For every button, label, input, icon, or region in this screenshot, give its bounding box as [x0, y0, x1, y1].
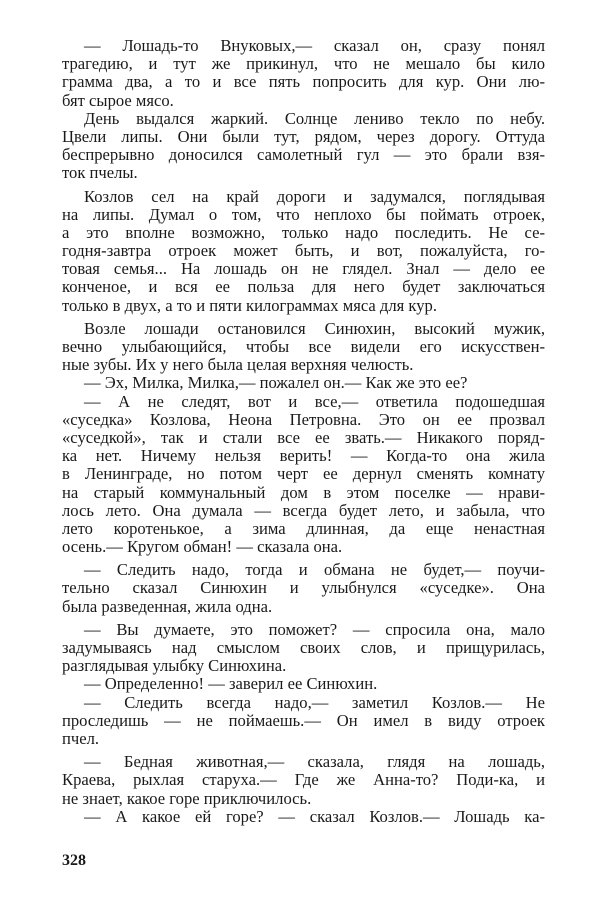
text-line: — А не следят, вот и все,— ответила подошедшая	[84, 391, 545, 411]
text-line: День выдался жаркий. Солнце лениво текло по небу.	[84, 108, 545, 128]
text-line: только в двух, а то и пяти килограммах мяса для кур.	[62, 295, 437, 315]
text-line: — Определенно! — заверил ее Синюхин.	[84, 674, 378, 694]
text-line: тельно сказал Синюхин и улыбнулся «суседке». Она	[62, 578, 545, 598]
text-line: а это вполне возможно, только надо последить. Не се-	[62, 222, 545, 242]
text-line: — Следить надо, тогда и обмана не будет,— поучи-	[84, 560, 545, 580]
text-line: годня-завтра отроек может быть, и вот, пожалуйста, го-	[62, 241, 545, 261]
text-line: Цвели липы. Они были тут, рядом, через дорогу. Оттуда	[62, 126, 545, 146]
text-line: — А какое ей горе? — сказал Козлов.— Лошадь ка-	[84, 806, 545, 826]
text-line: «суседка» Козлова, Неона Петровна. Это он ее прозвал	[62, 409, 545, 429]
paragraph	[62, 110, 545, 183]
book-page-text	[62, 37, 545, 826]
paragraph	[62, 374, 545, 392]
text-line: задумываясь над смыслом своих слов, и прищурилась,	[62, 638, 545, 657]
text-line: беспрерывно доносился самолетный гул — это брали взя-	[62, 145, 545, 165]
text-line: товая семья... На лошадь он не глядел. Знал — дело ее	[62, 259, 545, 279]
text-line: на старый коммунальный дом в этом поселке — нрави-	[62, 482, 545, 502]
text-line: конченое, и вся ее польза для него будет заключаться	[62, 277, 545, 297]
paragraph	[62, 37, 545, 110]
text-line: осень.— Кругом обман! — сказала она.	[62, 537, 343, 557]
text-line: была разведенная, жила одна.	[62, 596, 273, 616]
paragraph	[62, 753, 545, 808]
page-number: 328	[62, 852, 86, 869]
paragraph	[62, 320, 545, 375]
text-line: ные зубы. Их у него была целая верхняя челюсть.	[62, 355, 414, 375]
text-line: — Лошадь-то Внуковых,— сказал он, сразу понял	[84, 36, 545, 55]
text-line: на липы. Думал о том, что неплохо бы поймать отроек,	[62, 204, 545, 224]
text-line: Возле лошади остановился Синюхин, высокий мужик,	[84, 318, 545, 338]
paragraph	[62, 808, 545, 826]
text-line: — Бедная животная,— сказала, глядя на лошадь,	[84, 752, 545, 772]
paragraph	[62, 393, 545, 557]
paragraph	[62, 621, 545, 676]
text-line: ка нет. Ничему нельзя верить! — Когда-то она жила	[62, 446, 545, 466]
paragraph	[62, 694, 545, 749]
text-line: ток пчелы.	[62, 163, 138, 183]
text-line: — Следить всегда надо,— заметил Козлов.— Не	[84, 692, 545, 712]
text-line: трагедию, и тут же прикинул, что не мешало бы кило	[62, 54, 545, 74]
text-line: разглядывая улыбку Синюхина.	[62, 656, 287, 676]
text-line: пчел.	[62, 728, 100, 748]
text-line: в Ленинграде, но потом черт ее дернул сменять комнату	[62, 464, 545, 484]
text-line: проследишь — не поймаешь.— Он имел в виду отроек	[62, 710, 545, 730]
text-line: не знает, какое горе приключилось.	[62, 788, 312, 808]
text-line: лось лето. Она думала — всегда будет лето, и забыла, что	[62, 500, 545, 520]
text-line: бят сырое мясо.	[62, 90, 174, 110]
text-line: — Вы думаете, это поможет? — спросила она, мало	[84, 619, 545, 639]
paragraph	[62, 561, 545, 616]
paragraph	[62, 675, 545, 693]
text-line: «суседкой», так и стали все ее звать.— Никакого поряд-	[62, 427, 545, 447]
text-line: вечно улыбающийся, чтобы все видели его искусствен-	[62, 337, 545, 356]
paragraph	[62, 188, 545, 315]
text-line: — Эх, Милка, Милка,— пожалел он.— Как же это ее?	[84, 373, 468, 393]
text-line: лето коротенькое, а зима длинная, да еще ненастная	[62, 518, 545, 538]
text-line: грамма два, а то и все пять попросить для кур. Они лю-	[62, 72, 545, 92]
text-line: Козлов сел на край дороги и задумался, поглядывая	[84, 186, 545, 206]
text-line: Краева, рыхлая старуха.— Где же Анна-то? Поди-ка, и	[62, 770, 545, 790]
